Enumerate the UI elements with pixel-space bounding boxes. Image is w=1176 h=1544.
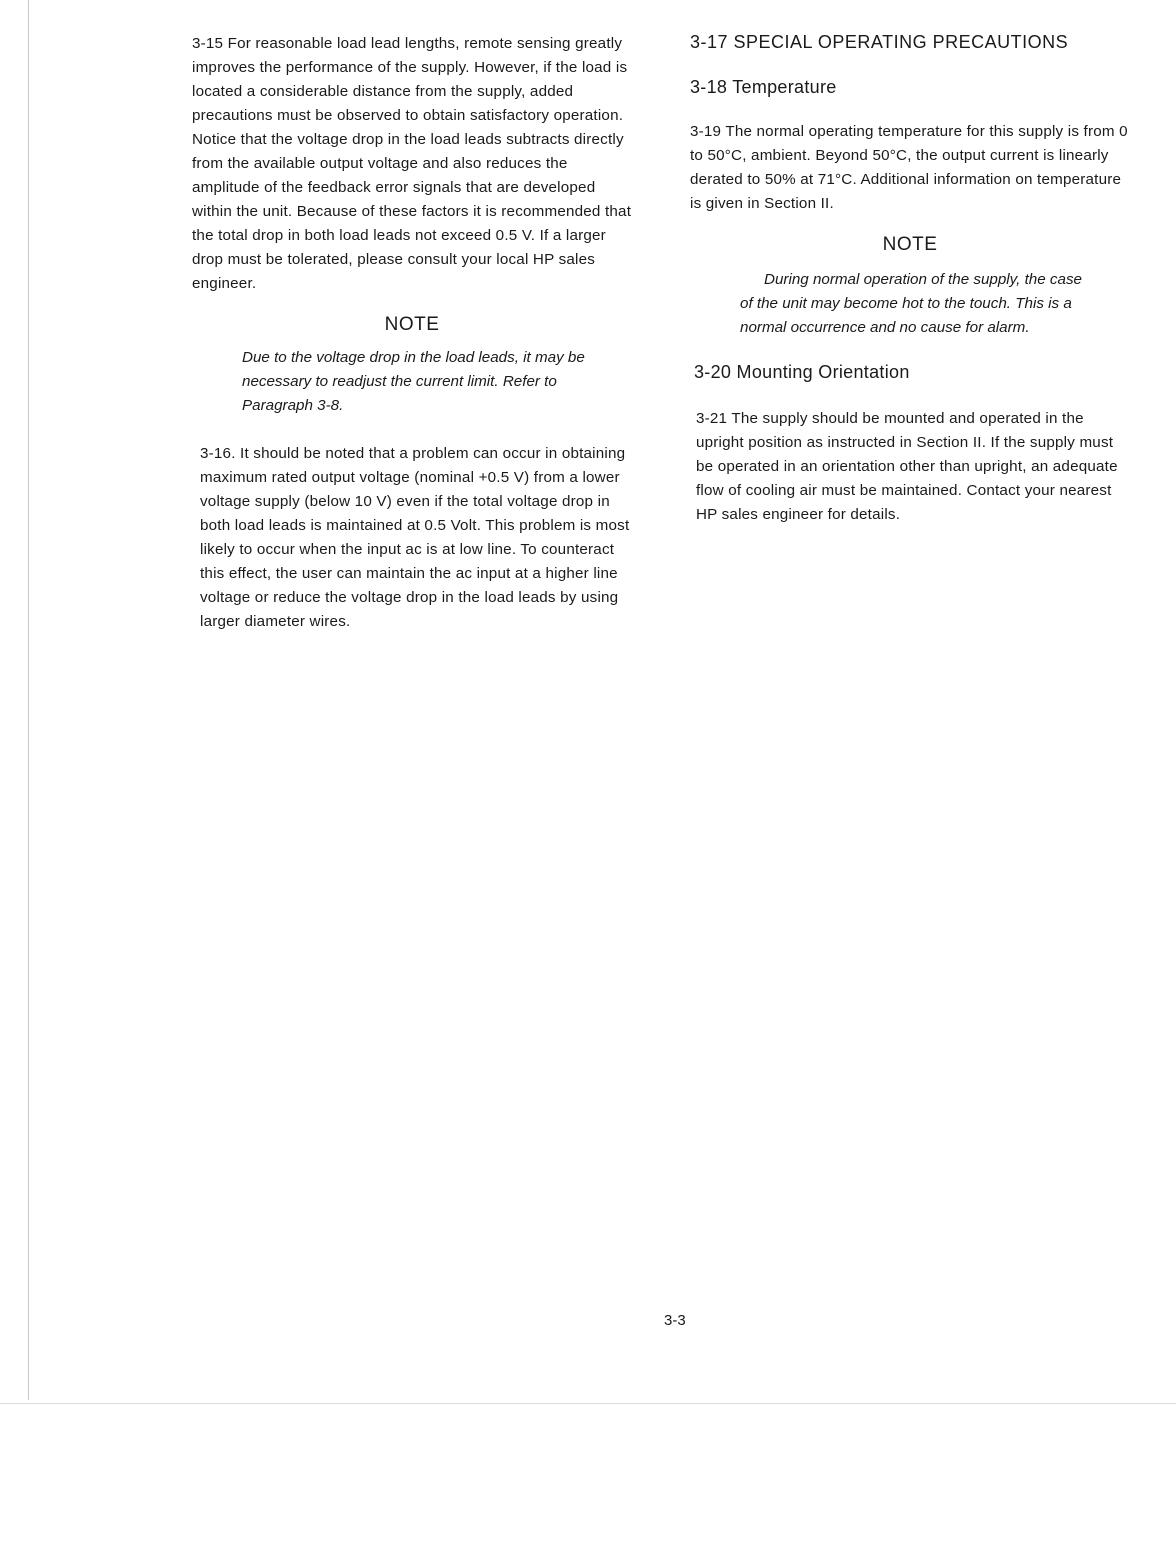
paragraph-3-21: 3-21 The supply should be mounted and operated in the upright position as instructed in Section II. If the supply must be operated in an orientation other than upright, an adequate flow of cooling air must be maintained. Contact your nearest HP sales engineer for details. bbox=[696, 410, 1118, 523]
note-title-left: NOTE bbox=[384, 314, 440, 335]
heading-3-17: 3-17 SPECIAL OPERATING PRECAUTIONS bbox=[690, 32, 1069, 52]
paragraph-3-16: 3-16. It should be noted that a problem can occur in obtaining maximum rated output voltage (nominal +0.5 V) from a lower voltage supply (below 10 V) even if the total voltage drop in both load leads is maintained at 0.5 Volt. This problem is most likely to occur when the input ac is at low line. To counteract this effect, the user can maintain the ac input at a higher line voltage or reduce the voltage drop in the load leads by using larger diameter wires. bbox=[200, 445, 630, 630]
note-body-right: During normal operation of the supply, the case of the unit may become hot to the touch. This is a normal occurrence and no cause for alarm. bbox=[740, 271, 1082, 336]
heading-3-20: 3-20 Mounting Orientation bbox=[694, 362, 910, 382]
page-number: 3-3 bbox=[664, 1312, 686, 1329]
paragraph-3-15: 3-15 For reasonable load lead lengths, remote sensing greatly improves the performance of the supply. However, if the load is located a considerable distance from the supply, added precautions must be observed to obtain satisfactory operation. Notice that the voltage drop in the load leads subtracts directly from the available output voltage and also reduces the amplitude of the feedback error signals that are developed within the unit. Because of these factors it is recommended that the total drop in both load leads not exceed 0.5 V. If a larger drop must be tolerated, please consult your local HP sales engineer. bbox=[192, 35, 632, 292]
note-title-right: NOTE bbox=[882, 234, 938, 255]
scan-edge-left bbox=[28, 0, 29, 1400]
note-body-left: Due to the voltage drop in the load leads, it may be necessary to readjust the current limit. Refer to Paragraph 3-8. bbox=[242, 349, 585, 414]
heading-3-18: 3-18 Temperature bbox=[690, 77, 837, 97]
paragraph-3-19: 3-19 The normal operating temperature for this supply is from 0 to 50°C, ambient. Beyond 50°C, the output current is linearly derated to 50% at 71°C. Additional information on temperature is given in Section II. bbox=[690, 123, 1128, 212]
left-column bbox=[192, 32, 632, 634]
right-column bbox=[690, 32, 1130, 527]
scan-edge-bottom bbox=[0, 1403, 1176, 1404]
